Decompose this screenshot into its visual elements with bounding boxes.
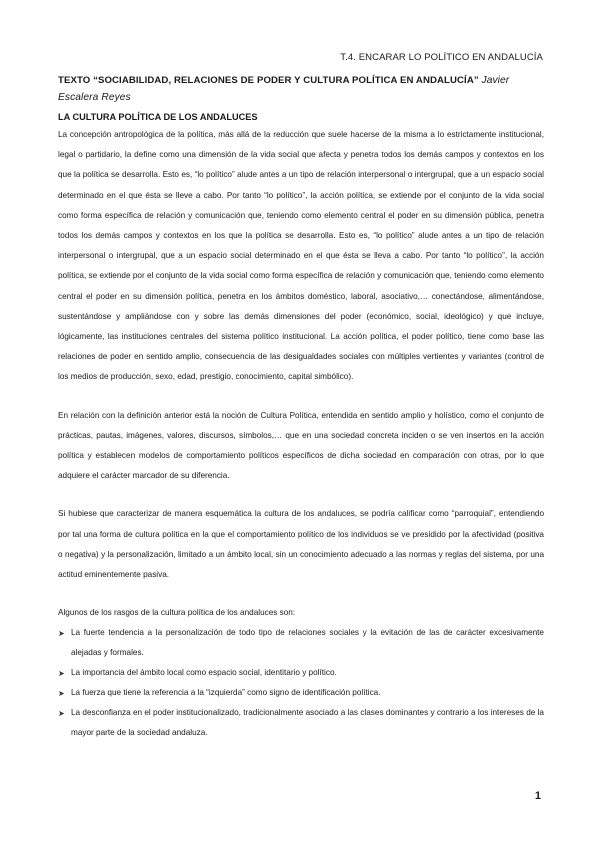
subtitle-author: Javier Escalera Reyes (58, 75, 510, 103)
arrow-bullet-icon: ➤ (58, 709, 65, 719)
bullet-text: La importancia del ámbito local como espacio social, identitario y político. (71, 668, 337, 678)
arrow-bullet-icon: ➤ (58, 669, 65, 679)
bullet-item (58, 663, 544, 683)
bullet-item (58, 683, 544, 703)
paragraph-2: En relación con la definición anterior está la noción de Cultura Política, entendida en sentido amplio y holístico, como el conjunto de prácticas, pautas, imágenes, valores, discursos, símbolos,… que en una sociedad concreta inciden o se ven insertos en la acción política y establecen modelos de comportamiento políticos específicos de dicha sociedad en comparación con otras, por lo que adquiere el carácter marcador de su diferencia. (58, 410, 544, 481)
paragraph-gap (58, 388, 544, 406)
paragraph-gap (58, 486, 544, 504)
bullet-list (58, 623, 544, 743)
subtitle-main: TEXTO “SOCIABILIDAD, RELACIONES DE PODER Y CULTURA POLÍTICA EN ANDALUCÍA” (58, 75, 479, 86)
bullet-text: La fuerte tendencia a la personalización de todo tipo de relaciones sociales y la evitación de las de carácter excesivamente alejadas y formales. (71, 628, 544, 658)
document-subtitle (58, 72, 544, 106)
paragraph-gap (58, 585, 544, 603)
bullet-item (58, 623, 544, 663)
section-heading: LA CULTURA POLÍTICA DE LOS ANDALUCES (58, 112, 258, 122)
arrow-bullet-icon: ➤ (58, 689, 65, 699)
bullet-text: La fuerza que tiene la referencia a la “izquierda” como signo de identificación política. (71, 688, 381, 698)
bullet-text: La desconfianza en el poder institucionalizado, tradicionalmente asociado a las clases dominantes y contrario a los intereses de la mayor parte de la sociedad andaluza. (71, 708, 544, 738)
document-body (58, 72, 544, 743)
header-title: T.4. ENCARAR LO POLÍTICO EN ANDALUCÍA (340, 52, 543, 63)
paragraph-4: Algunos de los rasgos de la cultura política de los andaluces son: (58, 608, 296, 618)
paragraph-3: Si hubiese que caracterizar de manera esquemática la cultura de los andaluces, se podría calificar como “parroquial”, entendiendo por tal una forma de cultura política en la que el comportamiento político de los individuos se ve presidido por la afectividad (positiva o negativa) y la personalización, limitado a un ámbito local, sin un conocimiento adecuado a las normas y reglas del sistema, por una actitud eminentemente pasiva. (58, 509, 544, 580)
arrow-bullet-icon: ➤ (58, 629, 65, 639)
bullet-item (58, 703, 544, 743)
paragraph-1: La concepción antropológica de la política, más allá de la reducción que suele hacerse de la misma a lo estrictamente institucional, legal o partidario, la define como una dimensión de la vida social que afecta y penetra todos los demás campos y contextos en los que la política se desarrolla. Esto es, “lo político” alude antes a un tipo de relación interpersonal o intergrupal, que a un espacio social determinado en el que ésta se lleve a cabo. Por tanto “lo político”, la acción política, se extiende por el conjunto de la vida social como forma específica de relación y comunicación que, teniendo como elemento central el poder en su dimensión pública, penetra todos los demás campos y contextos en los que la política se desarrolla. Esto es, “lo político” alude antes a un tipo de relación interpersonal o intergrupal, que a un espacio social determinado en el que ésta se lleva a cabo. Por tanto “lo político”, la acción política, se extiende por el conjunto de la vida social como forma específica de relación y comunicación que, teniendo como elemento central el poder en su dimensión política, penetra en los ámbitos doméstico, laboral, asociativo,… conectándose, alimentándose, sustentándose y ampliándose con y sobre las demás dimensiones del poder (económico, social, ideológico) y que incluye, lógicamente, las instituciones centrales del sistema político institucional. La acción política, el poder político, tiene como base las relaciones de poder en sentido amplio, consecuencia de las desigualdades sociales con múltiples vertientes y variantes (control de los medios de producción, sexo, edad, prestigio, conocimiento, capital simbólico). (58, 130, 544, 382)
page-number: 1 (534, 790, 541, 802)
